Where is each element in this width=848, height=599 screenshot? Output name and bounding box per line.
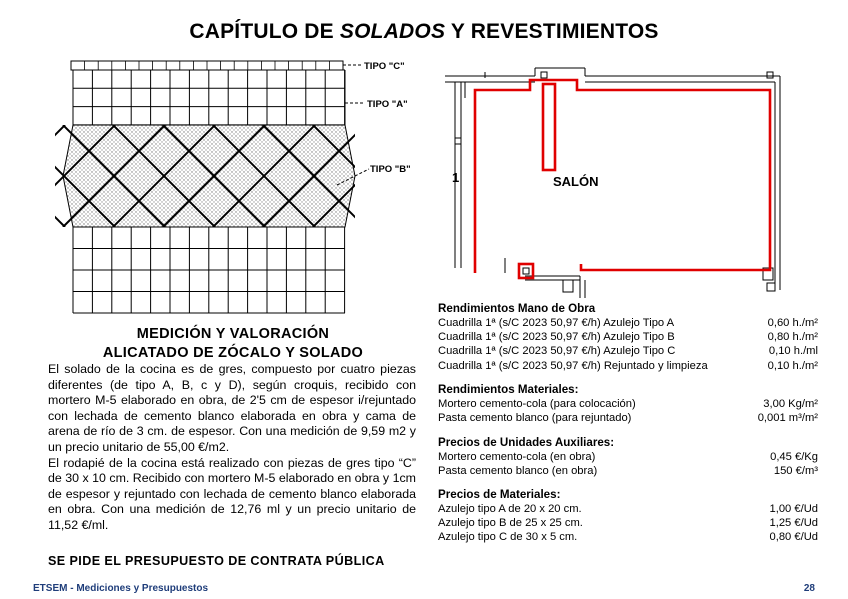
precios-auxiliares [438, 436, 818, 478]
data-row [438, 450, 818, 464]
row-value: 0,45 €/Kg [770, 451, 818, 463]
data-row [438, 330, 818, 344]
tipo-a-label: TIPO "A" [367, 99, 408, 110]
row-value: 0,80 €/Ud [769, 531, 818, 544]
row-value: 150 €/m³ [773, 465, 818, 478]
row-value: 0,80 h./m² [767, 331, 818, 344]
rendimientos-mat-heading: Rendimientos Materiales: [438, 383, 579, 396]
row-description: Azulejo tipo B de 25 x 25 cm. [438, 517, 583, 530]
data-row [438, 316, 818, 330]
data-row [438, 359, 818, 373]
row-value: 0,10 h./m² [767, 359, 818, 372]
data-row [438, 344, 818, 358]
medicion-text [48, 362, 416, 534]
plan-number: 1 [452, 170, 460, 185]
rendimientos-mo-heading: Rendimientos Mano de Obra [438, 302, 596, 315]
precios-aux-heading: Precios de Unidades Auxiliares: [438, 436, 615, 449]
data-row [438, 411, 818, 425]
medicion-paragraph-2: El rodapié de la cocina está realizado con piezas de gres tipo “C” de 30 x 10 cm. Recibido con mortero M-5 elaborado en obra y 1cm de espesor y rejuntado con lechada de cemento blanco elaborada en obra. Con una medición de 12,76 ml y un precio unitario de 11,52 €/ml. [48, 455, 416, 532]
row-description: Mortero cemento-cola (en obra) [438, 451, 596, 463]
page-number: 28 [803, 583, 815, 594]
row-value: 3,00 Kg/m² [763, 398, 818, 410]
medicion-heading: MEDICIÓN Y VALORACIÓN [136, 326, 330, 342]
room-label: SALÓN [553, 174, 599, 189]
row-description: Pasta cemento blanco (en obra) [438, 465, 598, 478]
data-row [438, 502, 818, 516]
tile-layout-drawing [55, 55, 425, 317]
alicatado-heading: ALICATADO DE ZÓCALO Y SOLADO [102, 345, 364, 361]
row-description: Azulejo tipo C de 30 x 5 cm. [438, 531, 578, 544]
row-description: Pasta cemento blanco (para rejuntado) [438, 412, 632, 425]
row-value: 0,10 h./ml [768, 345, 818, 358]
floor-plan-drawing [445, 58, 790, 298]
data-row [438, 464, 818, 478]
row-value: 1,25 €/Ud [769, 517, 818, 530]
page-title: CAPÍTULO DE SOLADOS Y REVESTIMIENTOS [189, 20, 659, 43]
data-row [438, 516, 818, 530]
task-statement: SE PIDE EL PRESUPUESTO DE CONTRATA PÚBLICA [48, 554, 385, 568]
precios-materiales [438, 488, 818, 545]
row-description: Azulejo tipo A de 20 x 20 cm. [438, 503, 582, 515]
row-description: Mortero cemento-cola (para colocación) [438, 398, 636, 410]
tipo-c-label: TIPO "C" [364, 61, 405, 72]
medicion-paragraph-1: El solado de la cocina es de gres, compuesto por cuatro piezas diferentes (de tipo A, B, c y D), según croquis, recibido con mortero M-5 elaborado en obra, de 2'5 cm de espesor i/rejuntado con lechada de cemento blanco elaborada en obra y cama de arena de río de 3 cm. de espesor. Con una medición de 9,59 m2 y un precio unitario de 55,00 €/m2. [48, 362, 416, 454]
row-description: Cuadrilla 1ª (s/C 2023 50,97 €/h) Rejuntado y limpieza [438, 359, 708, 372]
row-description: Cuadrilla 1ª (s/C 2023 50,97 €/h) Azulejo Tipo A [438, 317, 675, 329]
precios-mat-heading: Precios de Materiales: [438, 488, 561, 501]
row-value: 1,00 €/Ud [769, 503, 818, 515]
data-row [438, 530, 818, 544]
tipo-b-label: TIPO "B" [370, 164, 411, 175]
row-description: Cuadrilla 1ª (s/C 2023 50,97 €/h) Azulejo Tipo C [438, 345, 676, 358]
row-value: 0,001 m³/m² [757, 412, 818, 425]
rendimientos-mano-obra [438, 302, 818, 373]
row-description: Cuadrilla 1ª (s/C 2023 50,97 €/h) Azulejo Tipo B [438, 331, 675, 344]
data-row [438, 397, 818, 411]
rendimientos-materiales [438, 383, 818, 425]
footer-course: ETSEM - Mediciones y Presupuestos [33, 583, 209, 594]
row-value: 0,60 h./m² [767, 317, 818, 329]
